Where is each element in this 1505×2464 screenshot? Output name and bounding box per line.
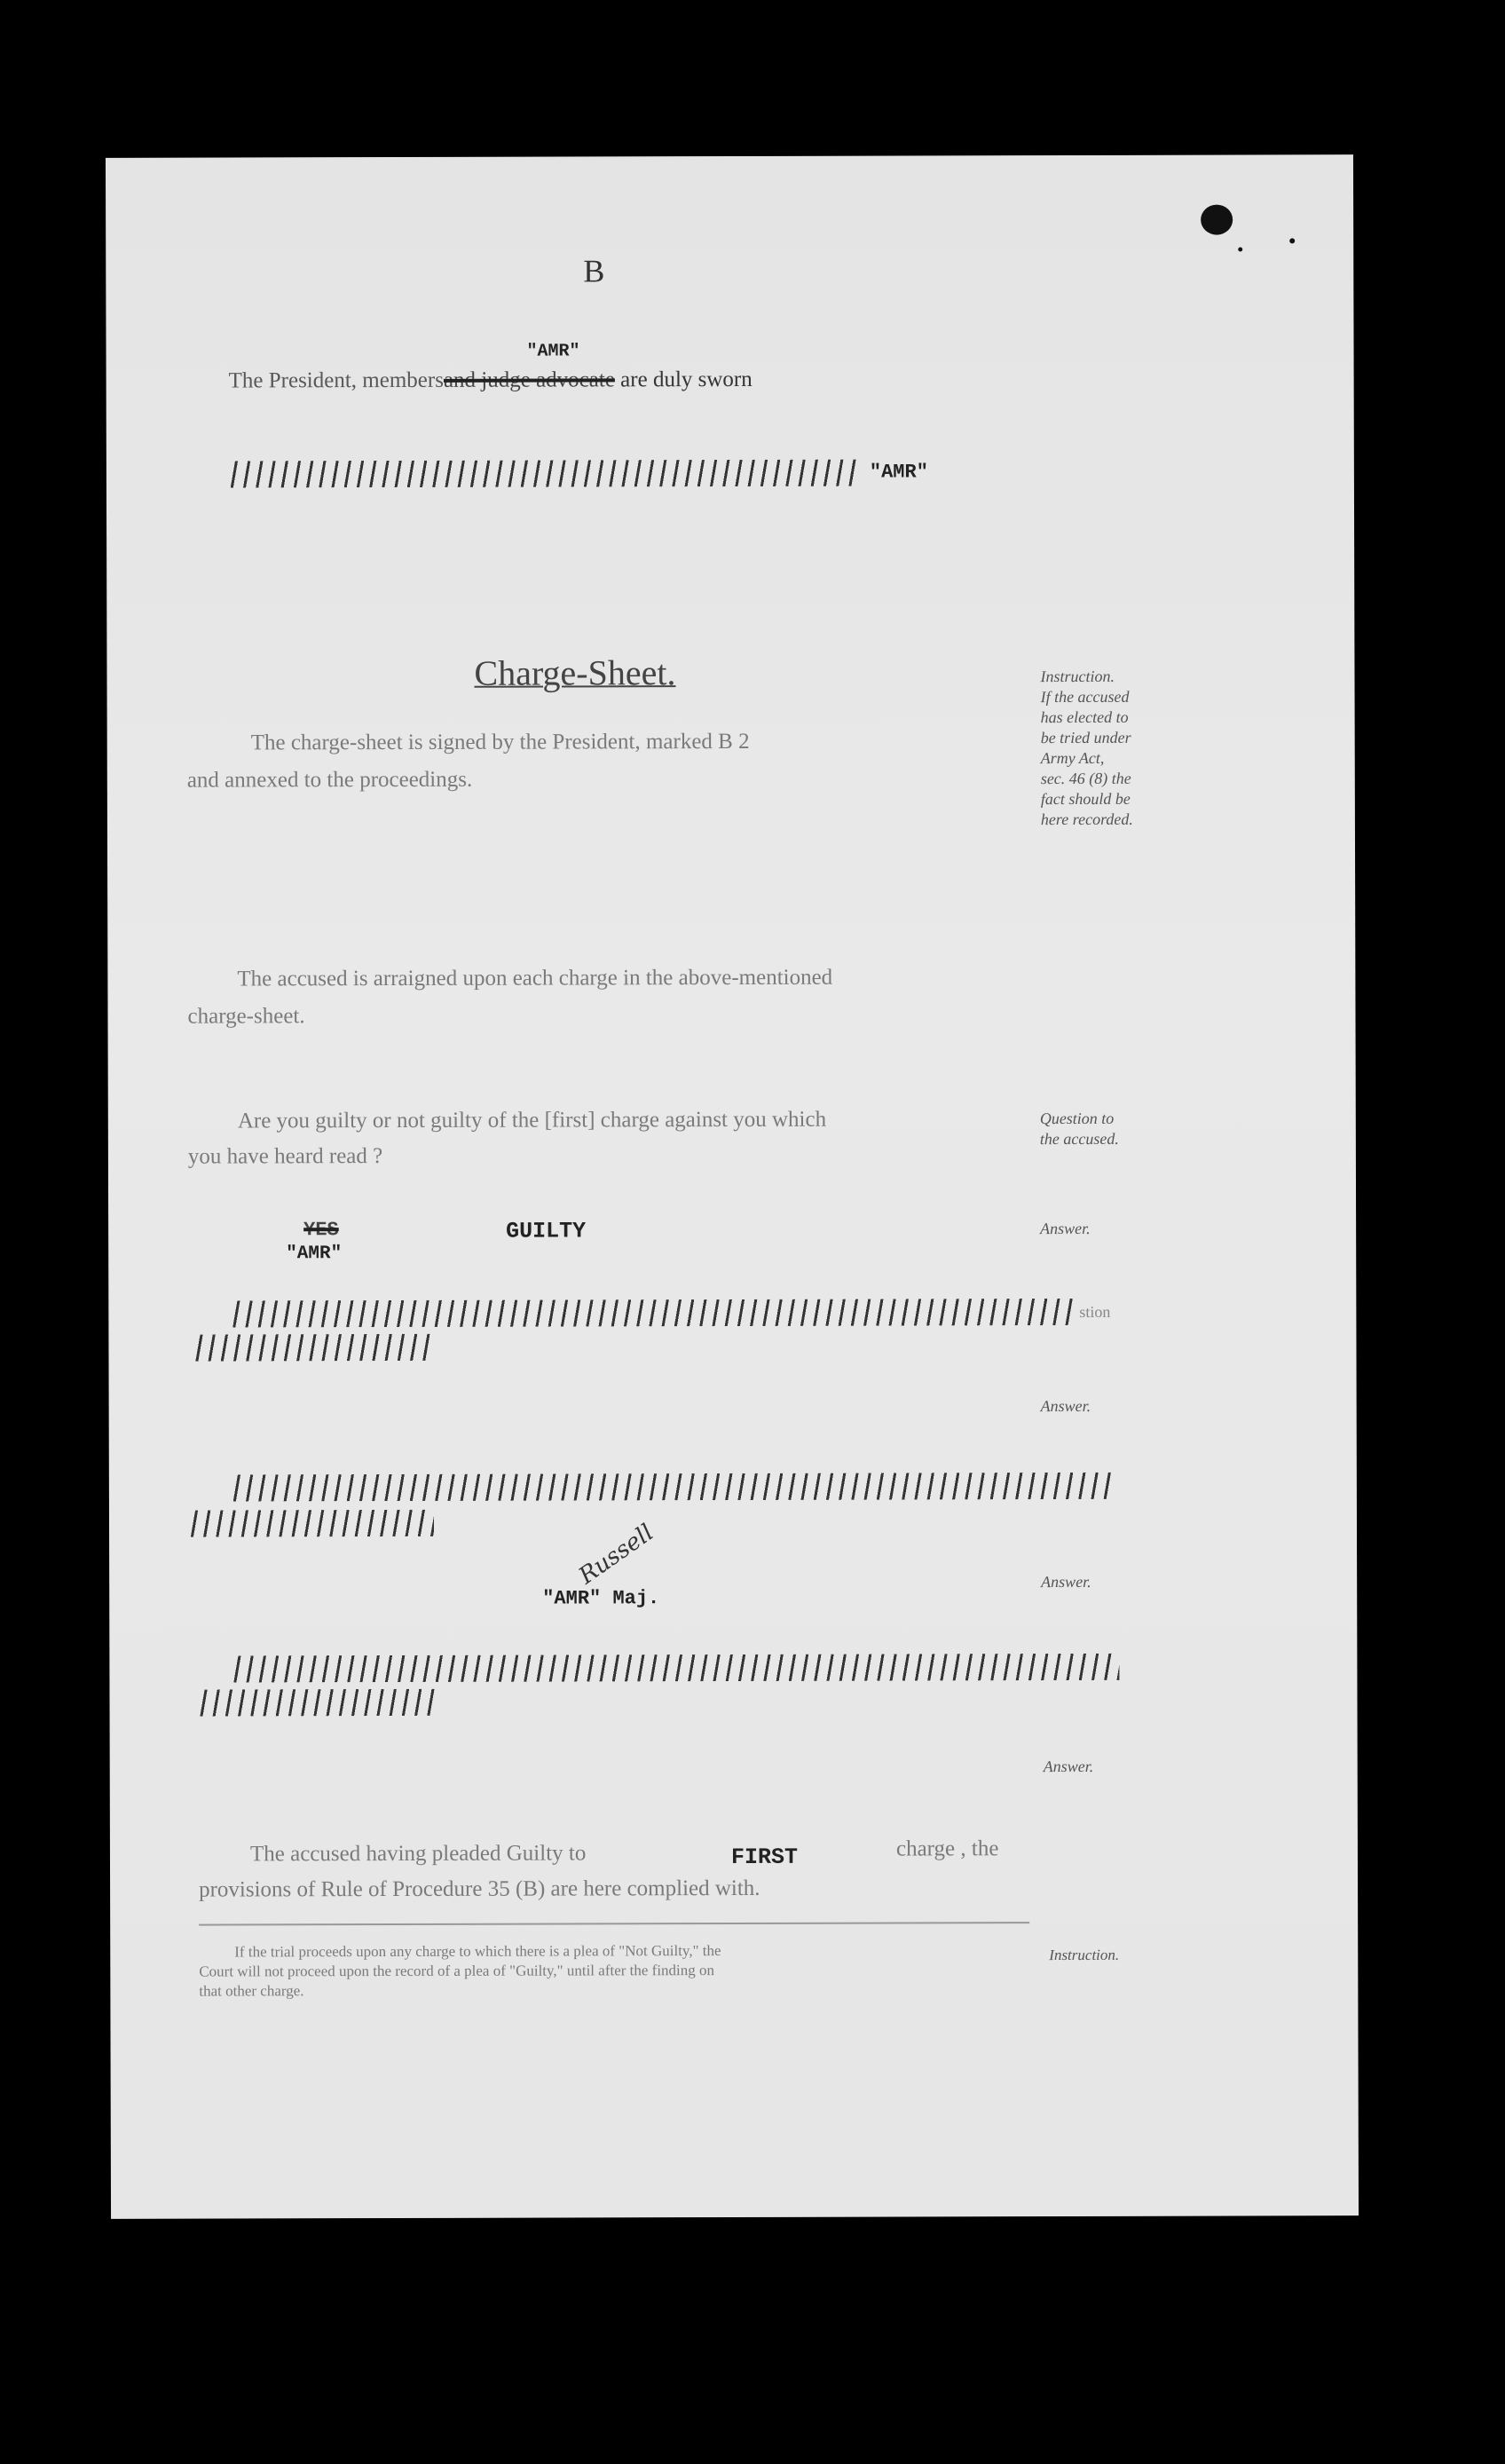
ink-speck	[1289, 238, 1295, 243]
signature-tag: "AMR" Maj.	[542, 1587, 660, 1610]
footnote-rule	[199, 1922, 1029, 1925]
plea-charge: FIRST	[730, 1844, 799, 1871]
redacted-block-tail: stion	[1079, 1302, 1111, 1321]
page-letter: B	[583, 253, 605, 289]
sworn-line	[229, 367, 752, 394]
redacted-block-1-line-2	[193, 1334, 429, 1362]
plea-line-1-end: charge , the	[895, 1836, 999, 1861]
arraign-line-2: charge-sheet.	[187, 1004, 305, 1029]
handwritten-signature: Russell	[574, 1519, 659, 1590]
sworn-insert: "AMR"	[526, 341, 580, 362]
ink-speck	[1238, 247, 1242, 251]
answer-initials: "AMR"	[286, 1244, 343, 1265]
plea-line-1-start: The accused having pleaded Guilty to	[249, 1841, 587, 1867]
charge-sheet-line-1: The charge-sheet is signed by the President, marked B 2	[250, 729, 750, 755]
footnote-line-2: Court will not proceed upon the record of a plea of "Guilty," until after the finding on	[199, 1962, 715, 1980]
sworn-prefix: The President, members	[228, 367, 444, 393]
footnote-line-3: that other charge.	[199, 1982, 304, 2000]
answer-label-2: Answer.	[1040, 1396, 1091, 1416]
redacted-block-1-line-1	[231, 1299, 1074, 1327]
document-page	[106, 154, 1359, 2219]
answer-struck-word: YES	[303, 1219, 339, 1242]
redacted-line-tag: "AMR"	[869, 461, 928, 484]
redacted-block-2-line-2	[189, 1510, 434, 1537]
instruction-note: Instruction. If the accused has elected to be tried under Army Act, sec. 46 (8) the fact should be here recorded.	[1040, 667, 1133, 829]
charge-sheet-line-2: and annexed to the proceedings.	[186, 767, 473, 793]
redacted-block-3-line-1	[232, 1654, 1119, 1683]
plea-line-2: provisions of Rule of Procedure 35 (B) are here complied with.	[199, 1876, 760, 1902]
footnote-side-note: Instruction.	[1049, 1946, 1120, 1964]
answer-label-4: Answer.	[1043, 1757, 1094, 1776]
ink-blot	[1201, 205, 1233, 235]
footnote-line-1: If the trial proceeds upon any charge to which there is a plea of "Not Guilty," the	[234, 1942, 721, 1961]
redacted-block-2-line-1	[232, 1473, 1115, 1502]
charge-sheet-heading: Charge-Sheet.	[474, 652, 676, 693]
arraign-line-1: The accused is arraigned upon each charge in the above-mentioned	[237, 965, 833, 991]
answer-label-1: Answer.	[1040, 1219, 1091, 1238]
question-line-2: you have heard read ?	[187, 1144, 383, 1169]
sworn-suffix: are duly sworn	[620, 367, 752, 392]
question-line-1: Are you guilty or not guilty of the [first] charge against you which	[237, 1107, 827, 1133]
redacted-line	[229, 460, 857, 488]
redacted-block-3-line-2	[198, 1689, 434, 1717]
sworn-struck-text: and judge advocate	[443, 367, 615, 392]
answer-verdict: GUILTY	[506, 1218, 587, 1244]
question-side-note: Question to the accused.	[1039, 1109, 1119, 1149]
answer-label-3: Answer.	[1041, 1572, 1091, 1591]
